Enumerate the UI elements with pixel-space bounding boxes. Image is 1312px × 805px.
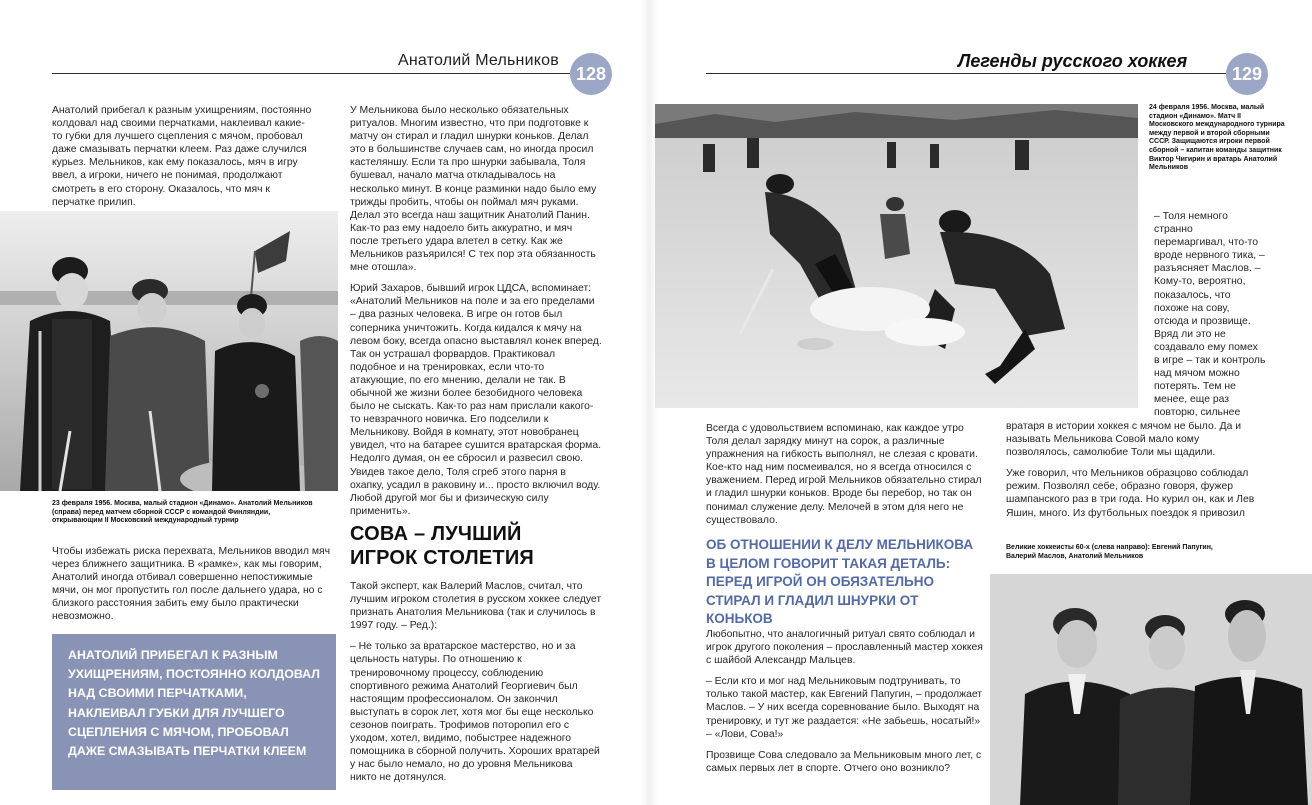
goalkeeper-portrait-image xyxy=(0,211,338,491)
paragraph: Уже говорил, что Мельников образцово соблюдал режим. Позволял себе, образно говоря, фужер шампанского раз в три года. Но курил он, как и Лев Яшин, много. Из футбольных поездок я привозил xyxy=(1006,468,1255,519)
trio-photo-caption: Великие хоккеисты 60-х (слева направо): Евгений Папугин, Валерий Маслов, Анатолий Мельников xyxy=(1006,544,1213,560)
right-photo-caption: 24 февраля 1956. Москва, малый стадион «Динамо». Матч II Московского международного турнира между первой и второй сборными СССР. Защищаются игроки первой сборной – капитан команды защитник Виктор Чигирин и вратарь Анатолий Мельников xyxy=(1149,104,1285,172)
left-page-number: 128 xyxy=(570,53,612,95)
pull-quote-box: АНАТОЛИЙ ПРИБЕГАЛ К РАЗНЫМ УХИЩРЕНИЯМ, ПОСТОЯННО КОЛДОВАЛ НАД СВОИМИ ПЕРЧАТКАМИ, НАКЛЕИВАЛ ГУБКИ ДЛЯ ЛУЧШЕГО СЦЕПЛЕНИЯ С МЯЧОМ, ПРОБОВАЛ ДАЖЕ СМАЗЫВАТЬ ПЕРЧАТКИ КЛЕЕМ xyxy=(52,634,336,790)
paragraph: – Не только за вратарское мастерство, но и за цельность натуры. По отношению к тренировочному процессу, соблюдению спортивного режима Анатолий Георгиевич был настоящим профессионалом. Он закончил выступать в сорок лет, хотя мог бы еще несколько сезонов поиграть. Трофимов поторопил его с уходом, хотел, видимо, побыстрее надежного помощника в сборной получить. Хороших вратарей у нас было немало, но до уровня Мельникова никто не дотянулся. xyxy=(350,641,600,784)
three-players-image xyxy=(990,574,1312,805)
right-col-right-text xyxy=(1006,420,1261,528)
section-heading-attitude: ОБ ОТНОШЕНИИ К ДЕЛУ МЕЛЬНИКОВА В ЦЕЛОМ ГОВОРИТ ТАКАЯ ДЕТАЛЬ: ПЕРЕД ИГРОЙ ОН ОБЯЗАТЕЛЬНО СТИРАЛ И ГЛАДИЛ ШНУРКИ ОТ КОНЬКОВ xyxy=(706,537,974,626)
right-col-left-text xyxy=(706,422,988,535)
right-header-rule xyxy=(706,73,1248,74)
left-header-rule xyxy=(52,73,572,74)
paragraph: Любопытно, что аналогичный ритуал свято соблюдал и игрок другого поколения – прославленный мастер хоккея с шайбой Александр Мальцев. xyxy=(706,629,983,667)
left-col2-text xyxy=(350,104,602,526)
goalkeeper-portrait-photo xyxy=(0,211,338,491)
right-side-text xyxy=(1154,210,1266,428)
left-photo-caption: 23 февраля 1956. Москва, малый стадион «Динамо». Анатолий Мельников (справа) перед матчем сборной СССР с командой Финляндии, открывающим II Московский международный турнир xyxy=(52,500,313,525)
left-header-title: Анатолий Мельников xyxy=(398,52,559,69)
paragraph: Всегда с удовольствием вспоминаю, как каждое утро Толя делал зарядку минут на сорок, а различные упражнения на гибкость выполнял, не слезая с кровати. Кое-кто над ним посмеивался, но я всегда относился с уважением. Перед игрой Мельников обязательно стирал и гладил шнурки коньков. Вроде бы перебор, но так он понимал служение делу. Мелочей в этом для него не существовало. xyxy=(706,423,982,526)
left-col1-bottom-text xyxy=(52,545,335,632)
section-heading-sova: СОВА – ЛУЧШИЙ ИГРОК СТОЛЕТИЯ xyxy=(350,523,534,569)
paragraph: Такой эксперт, как Валерий Маслов, считал, что лучшим игроком столетия в русском хоккее следует признать Анатолия Мельникова (так и случилось в 1997 году. – Ред.): xyxy=(350,581,602,632)
paragraph: Чтобы избежать риска перехвата, Мельников вводил мяч через ближнего защитника. В «рамке», как мы говорим, Анатолий иногда отбивал совершенно непостижимые мячи, он мог пропустить гол после дальнего удара, но с близкого расстояния забить ему было практически невозможно. xyxy=(52,546,331,623)
paragraph: Прозвище Сова следовало за Мельниковым много лет, с самых первых лет в спорте. Отчего оно возникло? xyxy=(706,749,982,774)
paragraph: – Если кто и мог над Мельниковым подтрунивать, то только такой мастер, как Евгений Папугин, – продолжает Маслов. – У них всегда соревнование было. Выходят на тренировку, и тут же раздается: «Не забьешь, носатый!» – «Лови, Сова!» xyxy=(706,676,983,740)
right-header-title: Легенды русского хоккея xyxy=(958,51,1188,71)
bandy-match-image xyxy=(655,104,1138,408)
three-players-photo xyxy=(990,574,1312,805)
left-col2-bottom-text xyxy=(350,580,602,792)
left-col1-top-text xyxy=(52,104,314,217)
paragraph: – Толя немного странно перемаргивал, что-то вроде нервного тика, – разъясняет Маслов. – Кому-то, вероятно, показалось, что похоже на сову, отсюда и прозвище. Вряд ли это не создавало ему помех в игре – так и контроль над мячом можно потерять. Тем не менее, еще раз повторю, сильнее xyxy=(1154,211,1266,419)
paragraph: Анатолий прибегал к разным ухищрениям, постоянно колдовал над своими перчатками, наклеивал какие-то губки для лучшего сцепления с мячом, пробовал даже смазывать перчатки клеем. Раз даже случился курьез. Мельников, как ему показалось, мяч в игру ввел, а игроки, ничего не понимая, продолжают смотреть в его сторону. Оказалось, что мяч к перчатке прилип. xyxy=(52,105,312,208)
bandy-match-photo xyxy=(655,104,1138,408)
paragraph: У Мельникова было несколько обязательных ритуалов. Многим известно, что при подготовке к матчу он стирал и гладил шнурки коньков. Делал это в большинстве случаев сам, но иногда просил кастеляншу. Если та про шнурки забывала, Толя бушевал, начало матча откладывалось на несколько минут. В конце разминки надо было ему трижды пробить, чтобы он поймал мяч руками. Делал это всегда наш защитник Анатолий Панин. Как-то раз ему надоело бить аккуратно, и мяч после третьего удара влетел в сетку. Как же Мельников разъярился! С тех пор эта обязанность мне отошла». xyxy=(350,105,597,274)
right-page-number: 129 xyxy=(1226,53,1268,95)
paragraph: Юрий Захаров, бывший игрок ЦДСА, вспоминает: «Анатолий Мельников на поле и за его пределами – два разных человека. В игре он готов был соперника уничтожить. Когда кидался к мячу на левом боку, всегда опасно выставлял конек вперед. Так он устрашал форвардов. Практиковал подобное и на тренировках, если что-то атакующие, по его мнению, делали не так. В обычной же жизни более безобидного человека было не сыскать. Как-то раз нам прислали какого-то невзрачного новичка. Его подселили к Мельникову. Войдя в комнату, этот новобранец увидел, что на батарее сушится вратарская форма. Недолго думая, он ее сбросил и развесил свою. Увидев такое дело, Толя сгреб этого парня в охапку, усадил в раковину и... просто включил воду. Любой другой мог бы и физическую силу применить». xyxy=(350,283,602,517)
paragraph: вратаря в истории хоккея с мячом не было. Да и называть Мельникова Совой мало кому позволялось, самолюбие Толи мы щадили. xyxy=(1006,421,1242,459)
right-col-left-bottom-text xyxy=(706,628,988,783)
